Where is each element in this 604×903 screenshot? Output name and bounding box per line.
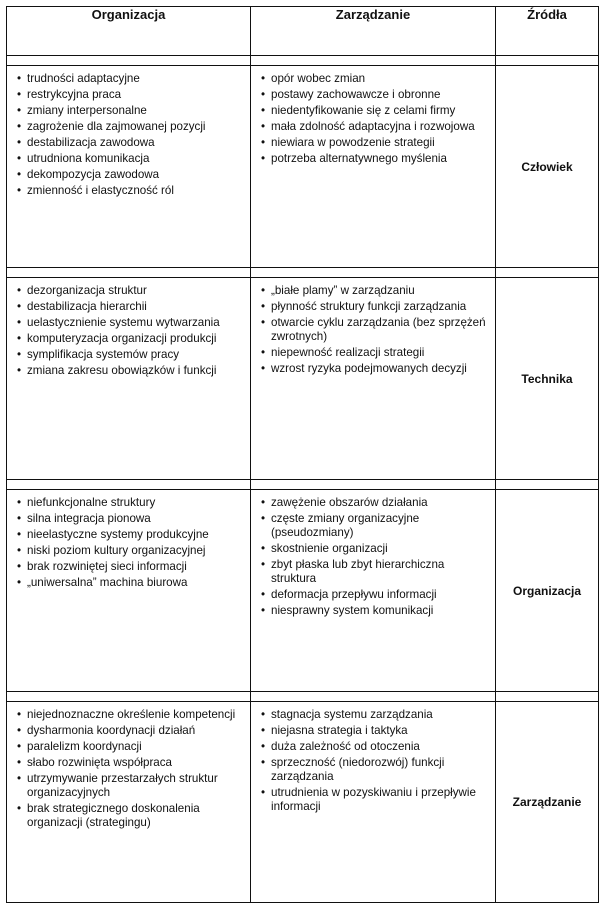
list-item: • utrudniona komunikacja	[17, 152, 244, 166]
list-organizacja	[17, 72, 244, 198]
list-item: • niejednoznaczne określenie kompetencji	[17, 708, 244, 722]
list-item: • postawy zachowawcze i obronne	[261, 88, 489, 102]
list-item: • zbyt płaska lub zbyt hierarchiczna struktura	[261, 558, 489, 586]
cell-zarzadzanie	[251, 490, 496, 692]
list-item: • utrzymywanie przestarzałych struktur organizacyjnych	[17, 772, 244, 800]
list-item: • opór wobec zmian	[261, 72, 489, 86]
list-item: • zmiany interpersonalne	[17, 104, 244, 118]
list-item: • stagnacja systemu zarządzania	[261, 708, 489, 722]
table-row	[7, 66, 599, 268]
list-item: • dezorganizacja struktur	[17, 284, 244, 298]
table-row	[7, 490, 599, 692]
list-item: • zawężenie obszarów działania	[261, 496, 489, 510]
list-organizacja	[17, 284, 244, 378]
list-item: • niejasna strategia i taktyka	[261, 724, 489, 738]
cell-organizacja	[7, 66, 251, 268]
list-item: • utrudnienia w pozyskiwaniu i przepływie informacji	[261, 786, 489, 814]
list-organizacja	[17, 496, 244, 590]
source-label: Zarządzanie	[496, 702, 599, 903]
list-item: • nieelastyczne systemy produkcyjne	[17, 528, 244, 542]
list-item: • dysharmonia koordynacji działań	[17, 724, 244, 738]
list-item: • skostnienie organizacji	[261, 542, 489, 556]
list-zarzadzanie	[261, 72, 489, 166]
list-organizacja	[17, 708, 244, 830]
list-item: • zmienność i elastyczność ról	[17, 184, 244, 198]
list-item: • paralelizm koordynacji	[17, 740, 244, 754]
list-item: • niepewność realizacji strategii	[261, 346, 489, 360]
list-zarzadzanie	[261, 496, 489, 618]
spacer-row	[7, 692, 599, 702]
list-item: • zmiana zakresu obowiązków i funkcji	[17, 364, 244, 378]
list-item: • dekompozycja zawodowa	[17, 168, 244, 182]
list-item: • deformacja przepływu informacji	[261, 588, 489, 602]
spacer-row	[7, 56, 599, 66]
spacer-row	[7, 480, 599, 490]
header-zarzadzanie: Zarządzanie	[251, 7, 496, 56]
list-item: • destabilizacja hierarchii	[17, 300, 244, 314]
source-label: Technika	[496, 278, 599, 480]
list-item: • niesprawny system komunikacji	[261, 604, 489, 618]
list-item: • niewiara w powodzenie strategii	[261, 136, 489, 150]
list-item: • trudności adaptacyjne	[17, 72, 244, 86]
list-item: • „uniwersalna” machina biurowa	[17, 576, 244, 590]
list-item: • destabilizacja zawodowa	[17, 136, 244, 150]
cell-zarzadzanie	[251, 278, 496, 480]
list-item: • komputeryzacja organizacji produkcji	[17, 332, 244, 346]
cell-zarzadzanie	[251, 66, 496, 268]
cell-organizacja	[7, 490, 251, 692]
sources-table	[6, 6, 599, 903]
list-item: • silna integracja pionowa	[17, 512, 244, 526]
cell-organizacja	[7, 278, 251, 480]
list-zarzadzanie	[261, 284, 489, 376]
source-label: Organizacja	[496, 490, 599, 692]
list-item: • mała zdolność adaptacyjna i rozwojowa	[261, 120, 489, 134]
spacer-row	[7, 268, 599, 278]
list-item: • płynność struktury funkcji zarządzania	[261, 300, 489, 314]
cell-zarzadzanie	[251, 702, 496, 903]
list-item: • „białe plamy” w zarządzaniu	[261, 284, 489, 298]
list-item: • sprzeczność (niedorozwój) funkcji zarządzania	[261, 756, 489, 784]
list-item: • wzrost ryzyka podejmowanych decyzji	[261, 362, 489, 376]
list-item: • symplifikacja systemów pracy	[17, 348, 244, 362]
header-row	[7, 7, 599, 56]
list-item: • niefunkcjonalne struktury	[17, 496, 244, 510]
header-organizacja: Organizacja	[7, 7, 251, 56]
table-row	[7, 278, 599, 480]
list-item: • niedentyfikowanie się z celami firmy	[261, 104, 489, 118]
list-item: • otwarcie cyklu zarządzania (bez sprzężeń zwrotnych)	[261, 316, 489, 344]
source-label: Człowiek	[496, 66, 599, 268]
list-item: • słabo rozwinięta współpraca	[17, 756, 244, 770]
list-item: • częste zmiany organizacyjne (pseudozmiany)	[261, 512, 489, 540]
cell-organizacja	[7, 702, 251, 903]
list-item: • restrykcyjna praca	[17, 88, 244, 102]
list-item: • uelastycznienie systemu wytwarzania	[17, 316, 244, 330]
list-item: • duża zależność od otoczenia	[261, 740, 489, 754]
header-zrodla: Źródła	[496, 7, 599, 56]
list-item: • brak strategicznego doskonalenia organizacji (strategingu)	[17, 802, 244, 830]
list-zarzadzanie	[261, 708, 489, 814]
list-item: • niski poziom kultury organizacyjnej	[17, 544, 244, 558]
list-item: • brak rozwiniętej sieci informacji	[17, 560, 244, 574]
list-item: • zagrożenie dla zajmowanej pozycji	[17, 120, 244, 134]
list-item: • potrzeba alternatywnego myślenia	[261, 152, 489, 166]
table-row	[7, 702, 599, 903]
